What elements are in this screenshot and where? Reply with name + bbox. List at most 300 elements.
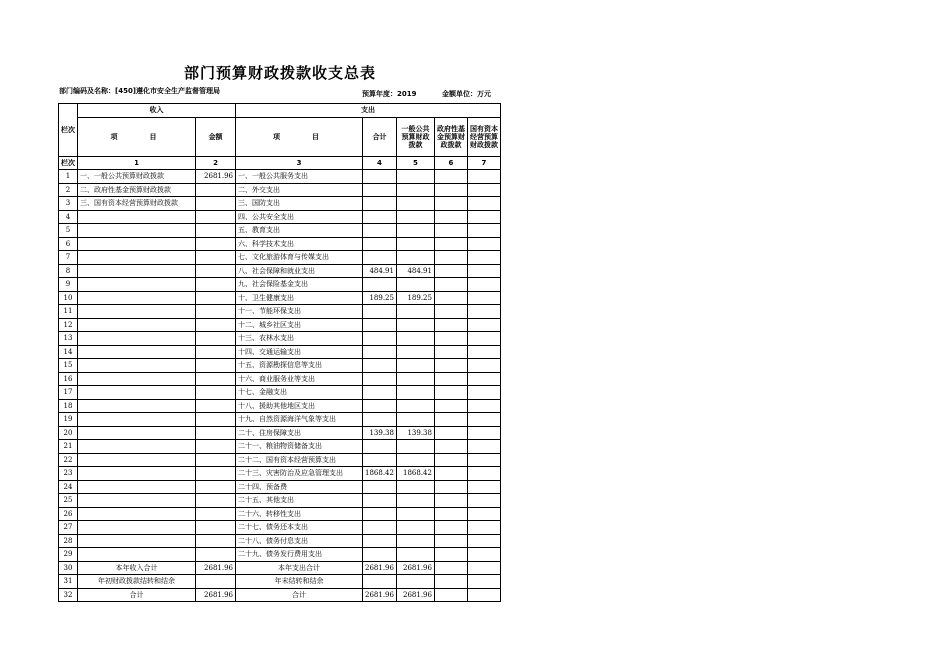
gov-fund-amount — [434, 170, 467, 184]
general-budget-amount — [396, 359, 434, 373]
gov-fund-amount — [434, 197, 467, 211]
expense-total — [363, 399, 397, 413]
income-item — [78, 399, 196, 413]
gov-fund-amount — [434, 318, 467, 332]
general-budget-amount — [396, 494, 434, 508]
table-row — [59, 224, 501, 238]
general-budget-amount — [396, 237, 434, 251]
expense-item: 四、公共安全支出 — [236, 210, 363, 224]
income-item — [78, 548, 196, 562]
income-item — [78, 291, 196, 305]
income-amount — [196, 345, 236, 359]
income-item — [78, 480, 196, 494]
income-amount: 2681.96 — [196, 561, 236, 575]
expense-total — [363, 413, 397, 427]
income-amount: 2681.96 — [196, 170, 236, 184]
state-capital-amount — [467, 332, 500, 346]
income-item: 一、一般公共预算财政拨款 — [78, 170, 196, 184]
expense-item: 十二、城乡社区支出 — [236, 318, 363, 332]
income-amount — [196, 251, 236, 265]
table-row — [59, 467, 501, 481]
income-item — [78, 210, 196, 224]
table-row — [59, 237, 501, 251]
expense-item: 八、社会保障和就业支出 — [236, 264, 363, 278]
general-budget-amount — [396, 224, 434, 238]
state-capital-amount — [467, 399, 500, 413]
row-number: 32 — [59, 588, 78, 602]
income-amount — [196, 399, 236, 413]
expense-item: 二十五、其他支出 — [236, 494, 363, 508]
income-item — [78, 507, 196, 521]
row-number: 18 — [59, 399, 78, 413]
expense-item: 十九、自然资源海洋气象等支出 — [236, 413, 363, 427]
general-budget-amount — [396, 534, 434, 548]
expense-item: 二十六、转移性支出 — [236, 507, 363, 521]
gov-fund-amount — [434, 507, 467, 521]
table-row — [59, 291, 501, 305]
row-number: 30 — [59, 561, 78, 575]
expense-total: 2681.96 — [363, 561, 397, 575]
gov-fund-amount — [434, 548, 467, 562]
table-row — [59, 170, 501, 184]
table-row — [59, 413, 501, 427]
expense-total — [363, 332, 397, 346]
row-number: 10 — [59, 291, 78, 305]
row-number: 11 — [59, 305, 78, 319]
row-number: 28 — [59, 534, 78, 548]
table-row — [59, 575, 501, 589]
income-item: 本年收入合计 — [78, 561, 196, 575]
general-budget-amount — [396, 197, 434, 211]
general-budget-amount: 2681.96 — [396, 588, 434, 602]
page-title: 部门预算财政拨款收支总表 — [183, 64, 376, 82]
expense-total — [363, 305, 397, 319]
table-row — [59, 197, 501, 211]
general-budget-amount — [396, 332, 434, 346]
table-row — [59, 345, 501, 359]
colnum-lanci: 栏次 — [59, 156, 78, 170]
gov-fund-amount — [434, 237, 467, 251]
general-budget-amount — [396, 440, 434, 454]
row-number: 29 — [59, 548, 78, 562]
row-number: 2 — [59, 183, 78, 197]
gov-fund-amount — [434, 453, 467, 467]
row-number: 4 — [59, 210, 78, 224]
expense-total — [363, 480, 397, 494]
income-item — [78, 372, 196, 386]
income-amount — [196, 278, 236, 292]
expense-item: 十七、金融支出 — [236, 386, 363, 400]
general-budget-amount — [396, 210, 434, 224]
income-amount — [196, 332, 236, 346]
gov-fund-amount — [434, 386, 467, 400]
expense-item: 六、科学技术支出 — [236, 237, 363, 251]
expense-total — [363, 534, 397, 548]
expense-item: 二十三、灾害防治及应急管理支出 — [236, 467, 363, 481]
gov-fund-amount — [434, 413, 467, 427]
expense-item: 十八、援助其他地区支出 — [236, 399, 363, 413]
table-row — [59, 210, 501, 224]
income-item — [78, 278, 196, 292]
table-row — [59, 264, 501, 278]
table-row — [59, 183, 501, 197]
table-row — [59, 588, 501, 602]
general-budget-amount — [396, 521, 434, 535]
income-amount — [196, 291, 236, 305]
income-item: 合计 — [78, 588, 196, 602]
colnum-5: 5 — [396, 156, 434, 170]
expense-item: 十四、交通运输支出 — [236, 345, 363, 359]
table-row — [59, 399, 501, 413]
income-amount — [196, 548, 236, 562]
row-number: 20 — [59, 426, 78, 440]
table-row — [59, 332, 501, 346]
general-budget-amount — [396, 318, 434, 332]
income-item — [78, 534, 196, 548]
state-capital-amount — [467, 264, 500, 278]
table-row — [59, 453, 501, 467]
general-budget-amount — [396, 507, 434, 521]
gov-fund-amount — [434, 440, 467, 454]
colnum-3: 3 — [236, 156, 363, 170]
expense-total — [363, 183, 397, 197]
gov-fund-amount — [434, 264, 467, 278]
header-income-item: 项 目 — [78, 117, 196, 156]
income-amount — [196, 480, 236, 494]
income-item: 年初财政拨款结转和结余 — [78, 575, 196, 589]
gov-fund-amount — [434, 494, 467, 508]
header-expense-item: 项 目 — [236, 117, 363, 156]
colnum-7: 7 — [467, 156, 500, 170]
gov-fund-amount — [434, 224, 467, 238]
state-capital-amount — [467, 170, 500, 184]
expense-total — [363, 224, 397, 238]
row-number: 26 — [59, 507, 78, 521]
state-capital-amount — [467, 359, 500, 373]
income-item — [78, 251, 196, 265]
gov-fund-amount — [434, 278, 467, 292]
general-budget-amount — [396, 183, 434, 197]
gov-fund-amount — [434, 480, 467, 494]
row-number: 9 — [59, 278, 78, 292]
general-budget-amount — [396, 278, 434, 292]
expense-item: 合计 — [236, 588, 363, 602]
income-amount — [196, 359, 236, 373]
expense-total: 1868.42 — [363, 467, 397, 481]
expense-total — [363, 210, 397, 224]
gov-fund-amount — [434, 588, 467, 602]
expense-total: 2681.96 — [363, 588, 397, 602]
table-row — [59, 386, 501, 400]
gov-fund-amount — [434, 291, 467, 305]
header-income-amount: 金额 — [196, 117, 236, 156]
expense-total — [363, 170, 397, 184]
row-number: 31 — [59, 575, 78, 589]
expense-item: 本年支出合计 — [236, 561, 363, 575]
general-budget-amount — [396, 453, 434, 467]
state-capital-amount — [467, 561, 500, 575]
gov-fund-amount — [434, 210, 467, 224]
expense-total — [363, 278, 397, 292]
expense-total — [363, 440, 397, 454]
income-item — [78, 318, 196, 332]
state-capital-amount — [467, 413, 500, 427]
income-item — [78, 264, 196, 278]
income-amount — [196, 318, 236, 332]
state-capital-amount — [467, 521, 500, 535]
gov-fund-amount — [434, 521, 467, 535]
expense-total — [363, 575, 397, 589]
state-capital-amount — [467, 305, 500, 319]
gov-fund-amount — [434, 332, 467, 346]
income-amount — [196, 372, 236, 386]
state-capital-amount — [467, 588, 500, 602]
table-row — [59, 507, 501, 521]
table-row — [59, 372, 501, 386]
expense-item: 十六、商业服务业等支出 — [236, 372, 363, 386]
income-amount — [196, 224, 236, 238]
expense-total — [363, 237, 397, 251]
expense-item: 二十八、债务付息支出 — [236, 534, 363, 548]
income-item — [78, 413, 196, 427]
expense-total: 189.25 — [363, 291, 397, 305]
state-capital-amount — [467, 575, 500, 589]
row-number: 25 — [59, 494, 78, 508]
expense-item: 十、卫生健康支出 — [236, 291, 363, 305]
income-amount — [196, 534, 236, 548]
row-number: 16 — [59, 372, 78, 386]
state-capital-amount — [467, 183, 500, 197]
header-total: 合计 — [363, 117, 397, 156]
state-capital-amount — [467, 480, 500, 494]
general-budget-amount: 189.25 — [396, 291, 434, 305]
budget-table — [58, 103, 501, 602]
expense-item: 十一、节能环保支出 — [236, 305, 363, 319]
income-amount — [196, 575, 236, 589]
income-item — [78, 359, 196, 373]
table-row — [59, 480, 501, 494]
row-number: 6 — [59, 237, 78, 251]
header-state-capital: 国有资本经营预算财政拨款 — [467, 117, 500, 156]
income-item — [78, 237, 196, 251]
colnum-1: 1 — [78, 156, 196, 170]
colnum-4: 4 — [363, 156, 397, 170]
expense-item: 二十七、债务还本支出 — [236, 521, 363, 535]
budget-year-label: 预算年度：2019 — [362, 90, 417, 98]
general-budget-amount — [396, 372, 434, 386]
general-budget-amount: 484.91 — [396, 264, 434, 278]
expense-total — [363, 359, 397, 373]
state-capital-amount — [467, 345, 500, 359]
expense-item: 二、外交支出 — [236, 183, 363, 197]
expense-total: 484.91 — [363, 264, 397, 278]
general-budget-amount — [396, 170, 434, 184]
colnum-6: 6 — [434, 156, 467, 170]
income-amount — [196, 197, 236, 211]
header-income: 收入 — [78, 104, 236, 118]
state-capital-amount — [467, 251, 500, 265]
income-item: 二、政府性基金预算财政拨款 — [78, 183, 196, 197]
general-budget-amount: 139.38 — [396, 426, 434, 440]
income-item — [78, 332, 196, 346]
income-item — [78, 494, 196, 508]
state-capital-amount — [467, 386, 500, 400]
gov-fund-amount — [434, 426, 467, 440]
table-row — [59, 251, 501, 265]
income-amount — [196, 440, 236, 454]
general-budget-amount — [396, 251, 434, 265]
table-row — [59, 494, 501, 508]
expense-item: 二十、住房保障支出 — [236, 426, 363, 440]
header-gov-fund: 政府性基金预算财政拨款 — [434, 117, 467, 156]
state-capital-amount — [467, 440, 500, 454]
expense-total — [363, 507, 397, 521]
state-capital-amount — [467, 318, 500, 332]
state-capital-amount — [467, 210, 500, 224]
expense-item: 七、文化旅游体育与传媒支出 — [236, 251, 363, 265]
row-number: 8 — [59, 264, 78, 278]
state-capital-amount — [467, 467, 500, 481]
unit-label: 金额单位：万元 — [442, 90, 491, 98]
expense-total — [363, 453, 397, 467]
expense-total — [363, 548, 397, 562]
general-budget-amount — [396, 480, 434, 494]
gov-fund-amount — [434, 561, 467, 575]
state-capital-amount — [467, 534, 500, 548]
table-row — [59, 426, 501, 440]
expense-total — [363, 494, 397, 508]
income-amount — [196, 521, 236, 535]
gov-fund-amount — [434, 534, 467, 548]
gov-fund-amount — [434, 183, 467, 197]
state-capital-amount — [467, 237, 500, 251]
colnum-2: 2 — [196, 156, 236, 170]
general-budget-amount — [396, 345, 434, 359]
expense-total — [363, 197, 397, 211]
expense-total — [363, 386, 397, 400]
expense-total — [363, 521, 397, 535]
expense-item: 十五、资源勘探信息等支出 — [236, 359, 363, 373]
income-amount — [196, 264, 236, 278]
expense-item: 二十四、预备费 — [236, 480, 363, 494]
income-item — [78, 521, 196, 535]
expense-item: 三、国防支出 — [236, 197, 363, 211]
income-item — [78, 440, 196, 454]
income-amount — [196, 183, 236, 197]
general-budget-amount — [396, 305, 434, 319]
gov-fund-amount — [434, 372, 467, 386]
expense-item: 一、一般公共服务支出 — [236, 170, 363, 184]
row-number: 24 — [59, 480, 78, 494]
expense-item: 十三、农林水支出 — [236, 332, 363, 346]
header-lanci: 栏次 — [59, 104, 78, 157]
expense-item: 二十一、粮油物资储备支出 — [236, 440, 363, 454]
state-capital-amount — [467, 507, 500, 521]
expense-item: 二十二、国有资本经营预算支出 — [236, 453, 363, 467]
general-budget-amount — [396, 399, 434, 413]
row-number: 21 — [59, 440, 78, 454]
row-number: 27 — [59, 521, 78, 535]
income-amount — [196, 386, 236, 400]
income-item — [78, 386, 196, 400]
income-item — [78, 224, 196, 238]
gov-fund-amount — [434, 575, 467, 589]
row-number: 12 — [59, 318, 78, 332]
expense-total: 139.38 — [363, 426, 397, 440]
state-capital-amount — [467, 372, 500, 386]
income-item — [78, 345, 196, 359]
row-number: 14 — [59, 345, 78, 359]
row-number: 7 — [59, 251, 78, 265]
table-row — [59, 359, 501, 373]
row-number: 1 — [59, 170, 78, 184]
state-capital-amount — [467, 494, 500, 508]
general-budget-amount — [396, 548, 434, 562]
general-budget-amount: 1868.42 — [396, 467, 434, 481]
row-number: 22 — [59, 453, 78, 467]
income-amount — [196, 210, 236, 224]
gov-fund-amount — [434, 305, 467, 319]
expense-total — [363, 318, 397, 332]
state-capital-amount — [467, 548, 500, 562]
table-row — [59, 305, 501, 319]
row-number: 5 — [59, 224, 78, 238]
state-capital-amount — [467, 278, 500, 292]
income-amount — [196, 467, 236, 481]
row-number: 3 — [59, 197, 78, 211]
gov-fund-amount — [434, 251, 467, 265]
general-budget-amount — [396, 575, 434, 589]
table-row — [59, 521, 501, 535]
income-amount — [196, 494, 236, 508]
gov-fund-amount — [434, 467, 467, 481]
row-number: 13 — [59, 332, 78, 346]
state-capital-amount — [467, 453, 500, 467]
income-amount — [196, 305, 236, 319]
income-item: 三、国有资本经营预算财政拨款 — [78, 197, 196, 211]
income-item — [78, 305, 196, 319]
table-row — [59, 548, 501, 562]
state-capital-amount — [467, 291, 500, 305]
table-row — [59, 440, 501, 454]
table-row — [59, 278, 501, 292]
income-item — [78, 453, 196, 467]
income-item — [78, 426, 196, 440]
income-amount — [196, 507, 236, 521]
income-amount — [196, 453, 236, 467]
income-item — [78, 467, 196, 481]
state-capital-amount — [467, 224, 500, 238]
header-general-budget: 一般公共预算财政拨款 — [396, 117, 434, 156]
expense-total — [363, 372, 397, 386]
income-amount — [196, 426, 236, 440]
expense-total — [363, 345, 397, 359]
expense-item: 二十九、债务发行费用支出 — [236, 548, 363, 562]
general-budget-amount — [396, 413, 434, 427]
income-amount — [196, 413, 236, 427]
general-budget-amount — [396, 386, 434, 400]
gov-fund-amount — [434, 399, 467, 413]
header-expense: 支出 — [236, 104, 501, 118]
general-budget-amount: 2681.96 — [396, 561, 434, 575]
row-number: 19 — [59, 413, 78, 427]
income-amount: 2681.96 — [196, 588, 236, 602]
state-capital-amount — [467, 197, 500, 211]
gov-fund-amount — [434, 359, 467, 373]
expense-item: 年末结转和结余 — [236, 575, 363, 589]
row-number: 17 — [59, 386, 78, 400]
expense-item: 九、社会保险基金支出 — [236, 278, 363, 292]
